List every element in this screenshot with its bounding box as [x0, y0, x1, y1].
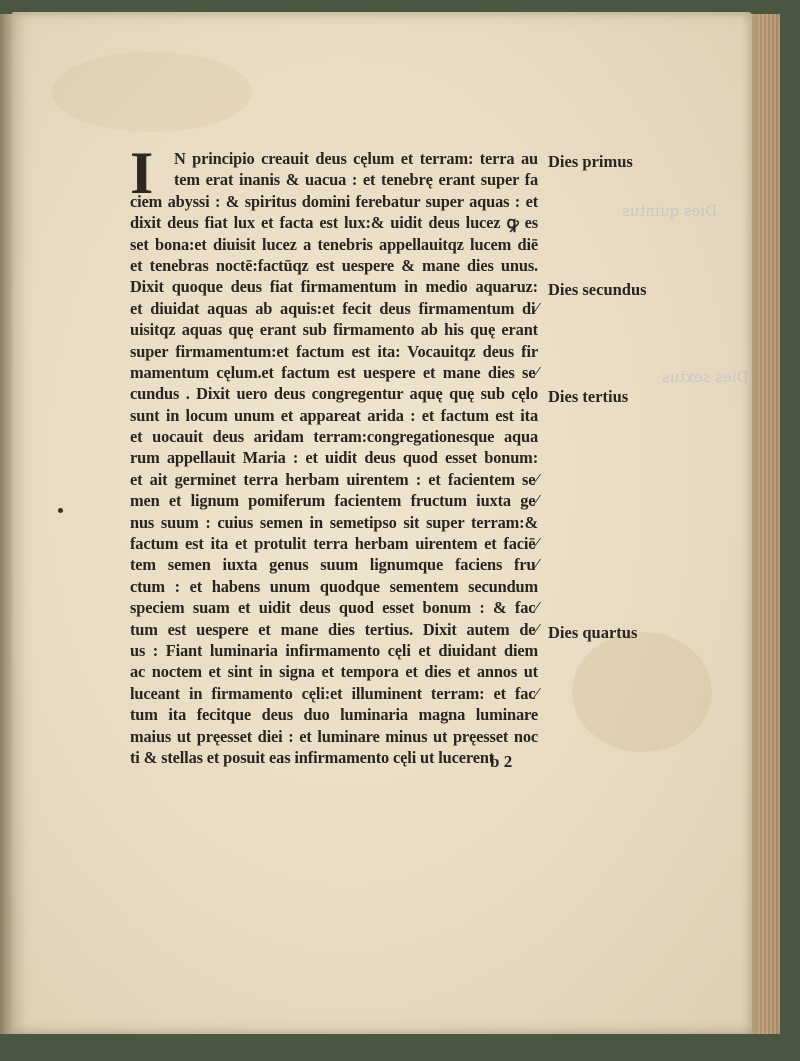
text-line: tem semen iuxta genus suum lignumque faciens fru⁄ [130, 555, 538, 575]
paper-stain [52, 52, 252, 132]
text-line: tum est uespere et mane dies tertius. Dixit autem de⁄ [130, 619, 538, 639]
text-line: mamentum cęlum.et factum est uespere et mane dies se⁄ [130, 362, 538, 382]
margin-note: Dies secundus [548, 280, 647, 300]
text-line: super firmamentum:et factum est ita: Vocauitqz deus fir [130, 341, 538, 361]
text-line: set bona:et diuisit lucez a tenebris appellauitqz lucem diē [130, 234, 538, 254]
ink-spot [58, 508, 63, 513]
text-line: tem erat inanis & uacua : et tenebrę erant super fa [174, 170, 538, 190]
margin-note: Dies quartus [548, 622, 638, 642]
paper-stain [572, 632, 712, 752]
text-line: et tenebras noctē:factūqz est uespere & mane dies unus. [130, 255, 538, 275]
text-line: et uocauit deus aridam terram:congregationesque aqua [130, 427, 538, 447]
text-line: cundus . Dixit uero deus congregentur aquę quę sub cęlo [130, 384, 538, 404]
drop-cap: I [130, 140, 154, 206]
text-line: factum est ita et protulit terra herbam uirentem et faciē⁄ [130, 534, 538, 554]
text-line: et diuidat aquas ab aquis:et fecit deus firmamentum di⁄ [130, 298, 538, 318]
text-line: men et lignum pomiferum facientem fructum iuxta ge⁄ [130, 491, 538, 511]
text-line: sunt in locum unum et appareat arida : et factum est ita [130, 405, 538, 425]
text-line: maius ut pręesset diei : et luminare minus ut pręesset noc [130, 726, 538, 746]
text-line: speciem suam et uidit deus quod esset bonum : & fac⁄ [130, 598, 538, 618]
text-line: ac noctem et sint in signa et tempora et dies et annos ut [130, 662, 538, 682]
margin-note: Dies primus [548, 152, 633, 171]
text-line: uisitqz aquas quę erant sub firmamento ab his quę erant [130, 320, 538, 340]
show-through-text: Dies quintus [622, 202, 718, 220]
text-line: N principio creauit deus cęlum et terram: terra au [174, 149, 538, 168]
text-line: ctum : et habens unum quodque sementem secundum [130, 576, 538, 596]
text-line: tum ita fecitque deus duo luminaria magna luminare [130, 705, 538, 725]
main-text-column [130, 140, 538, 768]
text-line: Dixit quoque deus fiat firmamentum in medio aquaruz: [130, 277, 538, 297]
text-line: et ait germinet terra herbam uirentem : et facientem se⁄ [130, 469, 538, 489]
show-through-text: Dies sextus [662, 368, 749, 386]
text-line: dixit deus fiat lux et facta est lux:& uidit deus lucez ꝙ es [130, 213, 538, 233]
text-line: ciem abyssi : & spiritus domini ferebatur super aquas : et [130, 191, 538, 211]
text-line: ti & stellas et posuit eas infirmamento cęli ut lucerent [130, 747, 495, 767]
text-line: us : Fiant luminaria infirmamento cęli et diuidant diem [130, 640, 538, 660]
text-line: rum appellauit Maria : et uidit deus quod esset bonum: [130, 448, 538, 468]
signature-mark: b 2 [490, 752, 513, 771]
margin-note: Dies tertius [548, 387, 629, 407]
text-line: luceant in firmamento cęli:et illuminent terram: et fac⁄ [130, 683, 538, 703]
text-line: nus suum : cuius semen in semetipso sit super terram:& [130, 512, 538, 532]
